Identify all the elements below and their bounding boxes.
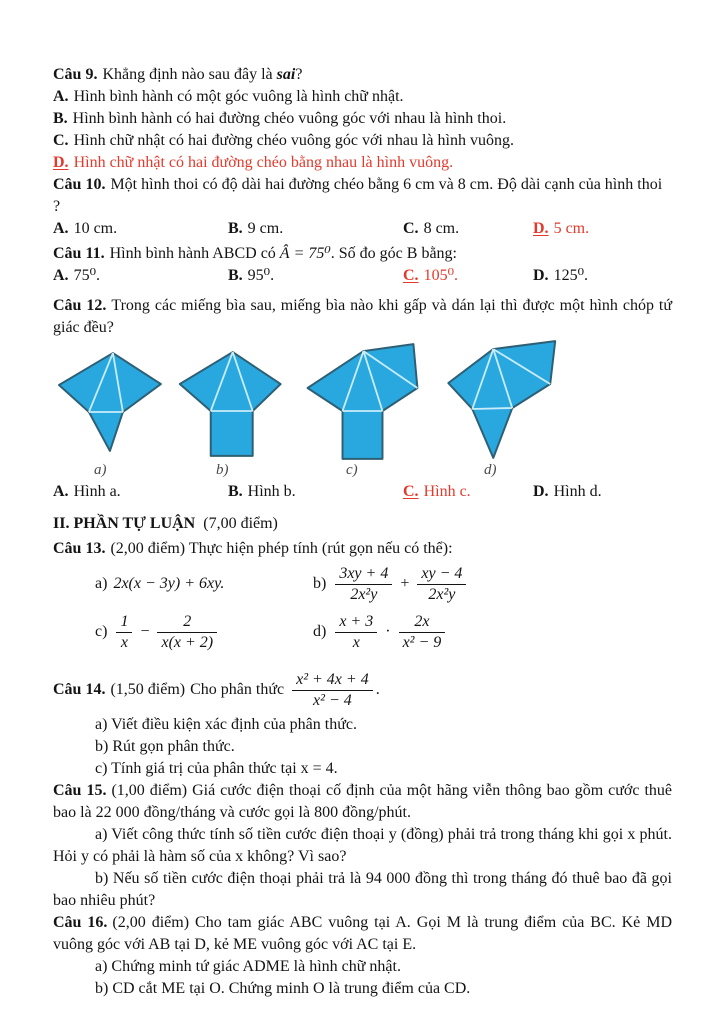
- question-16-text: Cho tam giác ABC vuông tại A. Gọi M là trung điểm của BC. Kẻ MD vuông góc với AB tại D, kẻ ME vuông góc với AC tại E.: [53, 914, 673, 953]
- q9-option-c-text: Hình chữ nhật có hai đường chéo vuông góc với nhau là hình vuông.: [73, 132, 514, 149]
- q15-item-b: b) Nếu số tiền cước điện thoại phải trả là 94 000 đồng thì trong tháng đó thuê bao đã gọi bao nhiêu phút?: [53, 870, 672, 909]
- q15-item-a: a) Viết công thức tính số tiền cước điện thoại y (đồng) phải trả trong tháng khi gọi x phút. Hỏi y có phải là hàm số của x không? Vì sao?: [53, 826, 672, 865]
- q11-option-c-correct: [403, 265, 533, 287]
- question-13-points: (2,00 điểm): [110, 540, 186, 557]
- q10-option-c: [403, 218, 533, 240]
- q12-option-d-text: Hình d.: [553, 483, 602, 500]
- q13-part-a: [95, 573, 313, 595]
- q13-d-fraction-2: [399, 612, 446, 651]
- q9-option-a-letter: A.: [53, 88, 69, 105]
- question-15-text: Giá cước điện thoại cố định của một hãng viễn thông bao gồm cước thuê bao là 22 000 đồng/tháng và cước gọi là 800 đồng/phút.: [53, 782, 673, 821]
- q12-option-a-text: Hình a.: [73, 483, 121, 500]
- question-15-label: Câu 15.: [53, 782, 107, 799]
- question-9-text: Khẳng định nào sau đây là: [102, 66, 277, 83]
- pyramid-net-b: [180, 352, 281, 456]
- figure-label-b: b): [216, 462, 229, 478]
- q13-c-frac2-numerator: 2: [157, 612, 217, 632]
- question-11-text-after: . Số đo góc B bằng:: [330, 245, 457, 262]
- q13-d-frac2-denominator: x² − 9: [402, 633, 442, 651]
- q11-option-c-text: 105⁰.: [423, 267, 458, 284]
- q12-option-c-text: Hình c.: [423, 483, 471, 500]
- question-16-label: Câu 16.: [53, 914, 108, 931]
- q10-option-c-letter: C.: [403, 220, 419, 237]
- question-14-label: Câu 14.: [53, 681, 106, 698]
- q14-frac-denominator: x² − 4: [313, 691, 352, 709]
- question-9-label: Câu 9.: [53, 66, 98, 83]
- question-16-stem: [53, 912, 672, 956]
- question-10-label: Câu 10.: [53, 176, 106, 193]
- q13-c-frac1-numerator: 1: [116, 612, 132, 632]
- q13-c-frac1-denominator: x: [120, 633, 128, 651]
- q11-option-d-letter: D.: [533, 267, 549, 284]
- q10-option-b: [228, 218, 403, 240]
- pyramid-net-d: [448, 341, 555, 458]
- question-13-text: Thực hiện phép tính (rút gọn nếu có thể):: [188, 540, 453, 557]
- question-16-points: (2,00 điểm): [112, 914, 190, 931]
- pyramid-net-a: [59, 353, 161, 451]
- section-2-points: (7,00 điểm): [203, 515, 278, 532]
- section-2-title: II. PHẦN TỰ LUẬN: [53, 515, 196, 532]
- q10-option-a-text: 10 cm.: [73, 220, 118, 237]
- q13-part-d-label: d): [313, 623, 327, 640]
- q13-b-operator: +: [400, 575, 410, 592]
- q9-option-c: [53, 130, 672, 152]
- q13-c-fraction-2: [157, 612, 217, 651]
- q10-option-d-text: 5 cm.: [553, 220, 590, 237]
- q13-part-b: [313, 564, 672, 603]
- q11-option-a-text: 75⁰.: [73, 267, 100, 284]
- q10-option-b-letter: B.: [228, 220, 243, 237]
- q12-option-d-letter: D.: [533, 483, 549, 500]
- q12-options-row: [53, 481, 672, 503]
- q13-row-cd: [53, 608, 672, 656]
- q14-frac-numerator: x² + 4x + 4: [292, 670, 373, 690]
- q10-option-d-letter: D.: [533, 220, 549, 237]
- question-15-stem: [53, 780, 672, 824]
- q9-option-a-text: Hình bình hành có một góc vuông là hình chữ nhật.: [73, 88, 404, 105]
- q9-option-d-text: Hình chữ nhật có hai đường chéo bằng nhau là hình vuông.: [73, 154, 454, 171]
- q11-option-b: [228, 265, 403, 287]
- question-11-text: Hình bình hành ABCD có: [109, 245, 280, 262]
- q9-option-b-text: Hình bình hành có hai đường chéo vuông góc với nhau là hình thoi.: [72, 110, 507, 127]
- q12-option-a-letter: A.: [53, 483, 69, 500]
- q13-part-a-label: a): [95, 575, 108, 592]
- question-15-points: (1,00 điểm): [111, 782, 188, 799]
- q12-option-d: [533, 481, 672, 503]
- q11-option-d: [533, 265, 672, 287]
- question-14-points: (1,50 điểm): [110, 681, 186, 698]
- q11-option-b-letter: B.: [228, 267, 243, 284]
- section-2-heading: [53, 513, 672, 535]
- q13-c-operator: −: [140, 623, 150, 640]
- q14-item-a: a) Viết điều kiện xác định của phân thức.: [95, 716, 357, 733]
- question-13-stem: [53, 538, 672, 560]
- question-13-label: Câu 13.: [53, 540, 106, 557]
- q9-option-b: [53, 108, 672, 130]
- q10-option-a: [53, 218, 228, 240]
- q9-option-a: [53, 86, 672, 108]
- q10-option-b-text: 9 cm.: [247, 220, 284, 237]
- q13-part-a-expression: 2x(x − 3y) + 6xy.: [113, 575, 225, 592]
- q14-item-c: c) Tính giá trị của phân thức tại x = 4.: [95, 760, 338, 777]
- q13-part-b-label: b): [313, 575, 327, 592]
- q12-option-a: [53, 481, 228, 503]
- q11-option-d-text: 125⁰.: [553, 267, 588, 284]
- q12-option-c-letter: C.: [403, 483, 419, 500]
- q14-fraction: [292, 670, 373, 709]
- question-9-punct: ?: [295, 66, 303, 83]
- question-14-punct: .: [375, 681, 380, 698]
- q13-c-fraction-1: [116, 612, 132, 651]
- figure-label-d: d): [484, 462, 497, 478]
- pyramid-net-c: [308, 344, 418, 459]
- q10-option-a-letter: A.: [53, 220, 69, 237]
- q13-row-ab: [53, 560, 672, 608]
- question-12-text: Trong các miếng bìa sau, miếng bìa nào khi gấp và dán lại thì được một hình chóp tứ giác đều?: [53, 297, 672, 336]
- q11-option-b-text: 95⁰.: [247, 267, 275, 284]
- q13-d-frac2-numerator: 2x: [399, 612, 446, 632]
- q13-b-fraction-1: [335, 564, 392, 603]
- question-9-emphasis: sai: [276, 66, 296, 83]
- q11-angle-formula: Â = 75⁰: [279, 245, 331, 262]
- q13-d-fraction-1: [335, 612, 377, 651]
- question-10-text: Một hình thoi có độ dài hai đường chéo bằng 6 cm và 8 cm. Độ dài cạnh của hình thoi ?: [53, 176, 663, 215]
- q13-b-frac1-denominator: 2x²y: [350, 585, 378, 603]
- figure-label-a: a): [94, 462, 107, 478]
- q13-b-fraction-2: [417, 564, 466, 603]
- q12-option-b: [228, 481, 403, 503]
- question-14-text: Cho phân thức: [190, 681, 285, 698]
- q12-option-b-text: Hình b.: [247, 483, 296, 500]
- q13-part-d: [313, 612, 672, 651]
- q13-c-frac2-denominator: x(x + 2): [161, 633, 214, 651]
- q16-item-a: a) Chứng minh tứ giác ADME là hình chữ nhật.: [95, 958, 401, 975]
- q11-options-row: [53, 265, 672, 287]
- q9-option-d-correct: [53, 152, 672, 174]
- q13-b-frac2-numerator: xy − 4: [417, 564, 466, 584]
- q11-option-a: [53, 265, 228, 287]
- q13-d-frac1-numerator: x + 3: [335, 612, 377, 632]
- question-14-stem: [53, 666, 672, 714]
- q13-d-frac1-denominator: x: [352, 633, 360, 651]
- q16-item-b: b) CD cắt ME tại O. Chứng minh O là trung điểm của CD.: [95, 980, 471, 997]
- question-12-stem: [53, 295, 672, 339]
- question-12-label: Câu 12.: [53, 297, 107, 314]
- q12-option-b-letter: B.: [228, 483, 243, 500]
- figure-label-c: c): [346, 462, 358, 478]
- q13-part-c-label: c): [95, 623, 108, 640]
- q9-option-d-letter: D.: [53, 154, 69, 171]
- q11-option-c-letter: C.: [403, 267, 419, 284]
- q9-option-c-letter: C.: [53, 132, 69, 149]
- q12-option-c-correct: [403, 481, 533, 503]
- q13-part-c: [95, 612, 313, 651]
- question-9-stem: [53, 64, 672, 86]
- question-11-stem: [53, 243, 672, 265]
- q14-item-b: b) Rút gọn phân thức.: [95, 738, 235, 755]
- q13-d-operator: ·: [385, 623, 391, 640]
- question-10-stem: [53, 174, 672, 218]
- pyramid-nets-figure: [53, 339, 672, 461]
- q11-option-a-letter: A.: [53, 267, 69, 284]
- q13-b-frac1-numerator: 3xy + 4: [335, 564, 392, 584]
- q10-option-c-text: 8 cm.: [423, 220, 460, 237]
- q9-option-b-letter: B.: [53, 110, 68, 127]
- q10-option-d-correct: [533, 218, 672, 240]
- question-11-label: Câu 11.: [53, 245, 105, 262]
- q10-options-row: [53, 218, 672, 240]
- q13-b-frac2-denominator: 2x²y: [428, 585, 456, 603]
- figure-labels-row: [53, 461, 672, 481]
